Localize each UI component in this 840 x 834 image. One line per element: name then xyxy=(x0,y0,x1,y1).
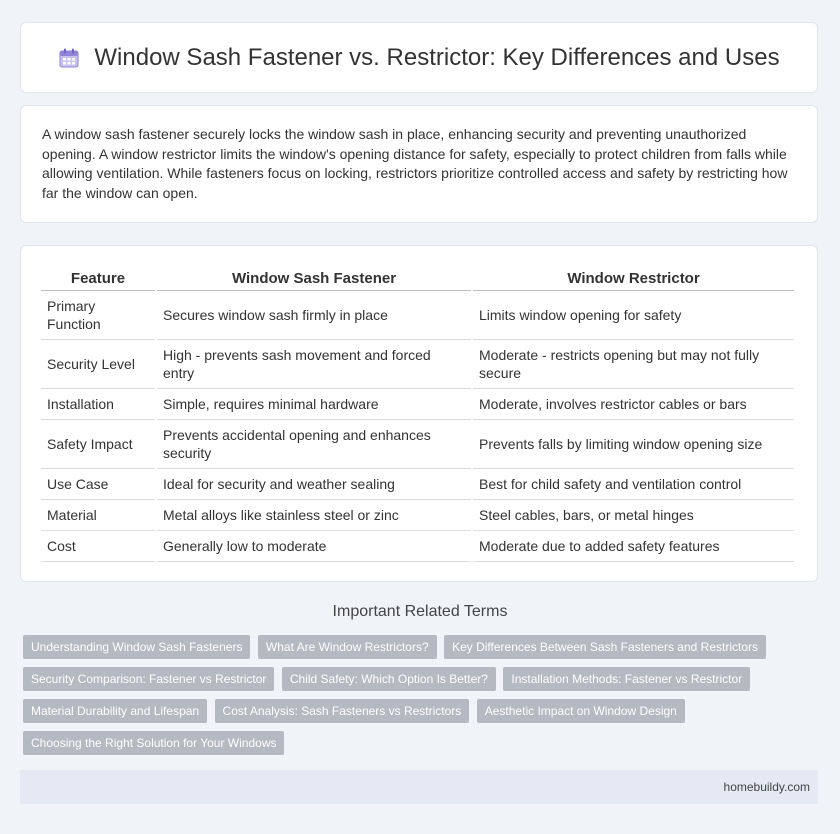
page-footer xyxy=(20,770,818,804)
table-cell: Ideal for security and weather sealing xyxy=(157,469,471,500)
comparison-card xyxy=(20,245,818,582)
table-cell: Moderate - restricts opening but may not fully secure xyxy=(473,340,794,389)
table-header-row xyxy=(41,264,794,291)
table-cell: High - prevents sash movement and forced entry xyxy=(157,340,471,389)
table-cell: Metal alloys like stainless steel or zinc xyxy=(157,500,471,531)
related-term-tag[interactable]: Choosing the Right Solution for Your Windows xyxy=(23,731,284,755)
table-row xyxy=(41,420,794,469)
table-cell: Material xyxy=(41,500,155,531)
intro-card xyxy=(20,105,818,223)
page-header xyxy=(20,22,818,93)
column-header-restrictor: Window Restrictor xyxy=(473,264,794,291)
related-term-tag[interactable]: Security Comparison: Fastener vs Restrictor xyxy=(23,667,274,691)
related-term-tag[interactable]: Installation Methods: Fastener vs Restrictor xyxy=(503,667,750,691)
table-cell: Moderate due to added safety features xyxy=(473,531,794,562)
comparison-table xyxy=(39,264,796,562)
table-cell: Simple, requires minimal hardware xyxy=(157,389,471,420)
column-header-feature: Feature xyxy=(41,264,155,291)
table-cell: Limits window opening for safety xyxy=(473,291,794,340)
table-cell: Best for child safety and ventilation control xyxy=(473,469,794,500)
table-row xyxy=(41,340,794,389)
table-cell: Installation xyxy=(41,389,155,420)
table-cell: Generally low to moderate xyxy=(157,531,471,562)
related-term-tag[interactable]: What Are Window Restrictors? xyxy=(258,635,437,659)
related-term-tag[interactable]: Child Safety: Which Option Is Better? xyxy=(282,667,496,691)
page-title: Window Sash Fastener vs. Restrictor: Key Differences and Uses xyxy=(94,43,780,71)
table-row xyxy=(41,469,794,500)
table-cell: Prevents accidental opening and enhances security xyxy=(157,420,471,469)
table-row xyxy=(41,531,794,562)
table-cell: Prevents falls by limiting window opening size xyxy=(473,420,794,469)
site-name: homebuildy.com xyxy=(723,780,810,794)
table-cell: Safety Impact xyxy=(41,420,155,469)
table-row xyxy=(41,291,794,340)
related-term-tag[interactable]: Cost Analysis: Sash Fasteners vs Restrictors xyxy=(215,699,470,723)
table-cell: Moderate, involves restrictor cables or bars xyxy=(473,389,794,420)
calendar-icon xyxy=(58,47,80,69)
table-row xyxy=(41,500,794,531)
column-header-fastener: Window Sash Fastener xyxy=(157,264,471,291)
table-cell: Secures window sash firmly in place xyxy=(157,291,471,340)
related-term-tag[interactable]: Understanding Window Sash Fasteners xyxy=(23,635,250,659)
intro-text: A window sash fastener securely locks the window sash in place, enhancing security and preventing unauthorized opening. A window restrictor limits the window's opening distance for safety, especially to protect children from falls while allowing ventilation. While fasteners focus on locking, restrictors prioritize controlled access and safety by restricting how far the window can open. xyxy=(42,126,788,201)
related-term-tag[interactable]: Aesthetic Impact on Window Design xyxy=(477,699,685,723)
table-cell: Use Case xyxy=(41,469,155,500)
related-term-tag[interactable]: Material Durability and Lifespan xyxy=(23,699,207,723)
related-term-tag[interactable]: Key Differences Between Sash Fasteners and Restrictors xyxy=(444,635,766,659)
related-terms-title: Important Related Terms xyxy=(332,603,508,620)
table-cell: Security Level xyxy=(41,340,155,389)
table-cell: Primary Function xyxy=(41,291,155,340)
table-row xyxy=(41,389,794,420)
table-cell: Cost xyxy=(41,531,155,562)
table-cell: Steel cables, bars, or metal hinges xyxy=(473,500,794,531)
related-terms-list xyxy=(23,635,823,763)
